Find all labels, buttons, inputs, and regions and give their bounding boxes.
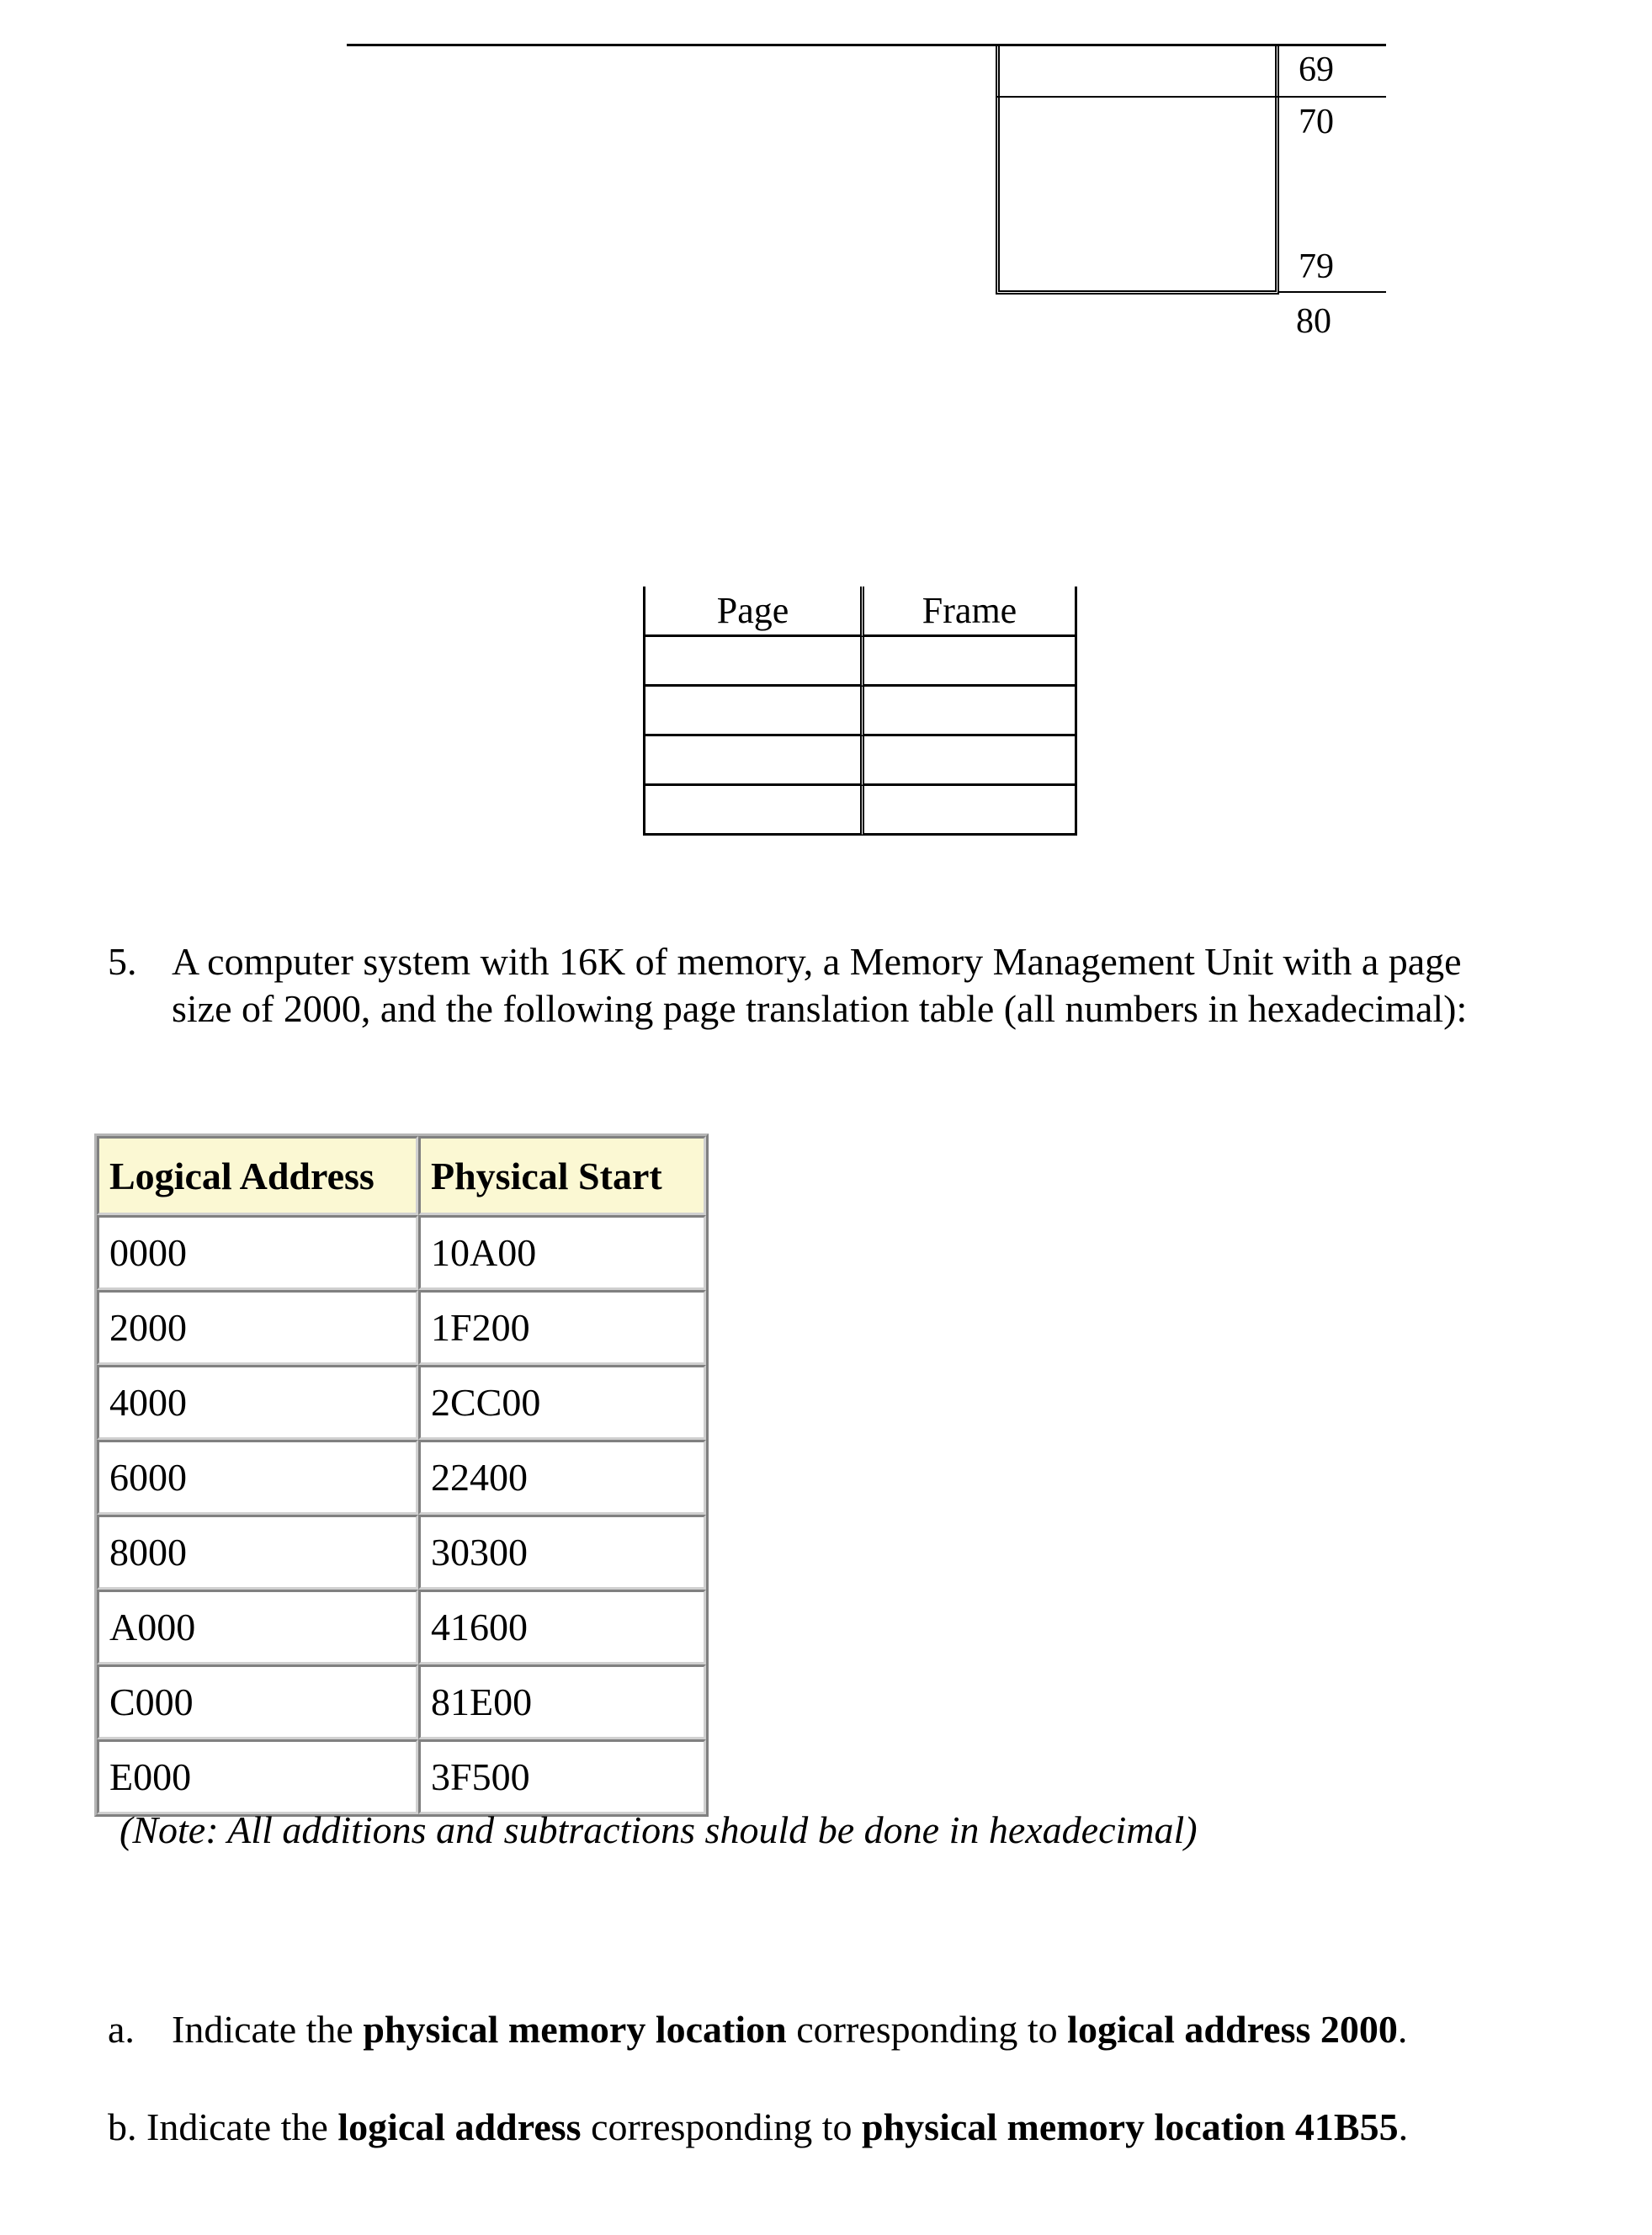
memory-divider xyxy=(996,96,1386,98)
table-row xyxy=(97,1590,706,1664)
physical-start-cell: 22400 xyxy=(418,1440,706,1515)
logical-address-cell: 4000 xyxy=(97,1365,418,1440)
table-row xyxy=(97,1215,706,1290)
part-b-bold-2: physical memory location 41B55 xyxy=(862,2105,1399,2148)
physical-start-cell: 10A00 xyxy=(418,1215,706,1290)
page-cell xyxy=(643,786,860,836)
page-frame-row xyxy=(643,687,1077,736)
table-row xyxy=(97,1515,706,1590)
address-label-79: 79 xyxy=(1299,247,1334,286)
physical-start-cell: 81E00 xyxy=(418,1664,706,1739)
table-row xyxy=(97,1664,706,1739)
page-frame-row xyxy=(643,637,1077,687)
translation-header-row xyxy=(97,1136,706,1215)
page-frame-table xyxy=(643,587,1077,836)
part-b-text-3: . xyxy=(1398,2105,1409,2148)
logical-address-header: Logical Address xyxy=(97,1136,418,1215)
physical-start-cell: 30300 xyxy=(418,1515,706,1590)
table-row xyxy=(97,1290,706,1365)
frame-header: Frame xyxy=(860,587,1077,637)
part-b-text-2: corresponding to xyxy=(581,2105,862,2148)
table-row xyxy=(97,1365,706,1440)
address-label-70: 70 xyxy=(1299,103,1334,141)
address-label-80: 80 xyxy=(1296,302,1331,341)
part-b-bold-1: logical address xyxy=(337,2105,582,2148)
physical-start-cell: 1F200 xyxy=(418,1290,706,1365)
frame-cell xyxy=(860,736,1077,786)
part-a-bold-2: logical address 2000 xyxy=(1067,2008,1398,2051)
logical-address-cell: 0000 xyxy=(97,1215,418,1290)
question-line-1: A computer system with 16K of memory, a Memory Management Unit with a page xyxy=(172,940,1462,983)
logical-address-cell: A000 xyxy=(97,1590,418,1664)
memory-bottom-line xyxy=(1279,291,1386,293)
page-cell xyxy=(643,687,860,736)
physical-start-cell: 41600 xyxy=(418,1590,706,1664)
part-a xyxy=(108,2006,1407,2053)
part-a-label: a. xyxy=(108,2008,135,2051)
logical-address-cell: 2000 xyxy=(97,1290,418,1365)
question-number: 5. xyxy=(108,940,137,983)
logical-address-cell: C000 xyxy=(97,1664,418,1739)
frame-cell xyxy=(860,687,1077,736)
page-frame-row xyxy=(643,736,1077,786)
page-translation-table xyxy=(94,1133,709,1817)
part-a-text-1: Indicate the xyxy=(172,2008,364,2051)
frame-cell xyxy=(860,637,1077,687)
logical-address-cell: 8000 xyxy=(97,1515,418,1590)
part-a-text-3: . xyxy=(1397,2008,1408,2051)
frame-cell xyxy=(860,786,1077,836)
page-frame-row xyxy=(643,786,1077,836)
physical-start-header: Physical Start xyxy=(418,1136,706,1215)
table-row xyxy=(97,1739,706,1814)
page-header: Page xyxy=(643,587,860,637)
page-frame-header-row xyxy=(643,587,1077,637)
table-row xyxy=(97,1440,706,1515)
memory-block xyxy=(996,44,1279,295)
part-a-text-2: corresponding to xyxy=(786,2008,1068,2051)
part-a-bold-1: physical memory location xyxy=(363,2008,787,2051)
part-b-text-1: b. Indicate the xyxy=(108,2105,338,2148)
page-cell xyxy=(643,637,860,687)
hex-note: (Note: All additions and subtractions should be done in hexadecimal) xyxy=(120,1808,1198,1851)
question-text xyxy=(172,938,1594,1033)
part-b xyxy=(108,2104,1408,2151)
physical-start-cell: 3F500 xyxy=(418,1739,706,1814)
address-label-69: 69 xyxy=(1299,50,1334,89)
logical-address-cell: 6000 xyxy=(97,1440,418,1515)
logical-address-cell: E000 xyxy=(97,1739,418,1814)
page-cell xyxy=(643,736,860,786)
question-line-2: size of 2000, and the following page translation table (all numbers in hexadecimal): xyxy=(172,987,1468,1030)
physical-start-cell: 2CC00 xyxy=(418,1365,706,1440)
